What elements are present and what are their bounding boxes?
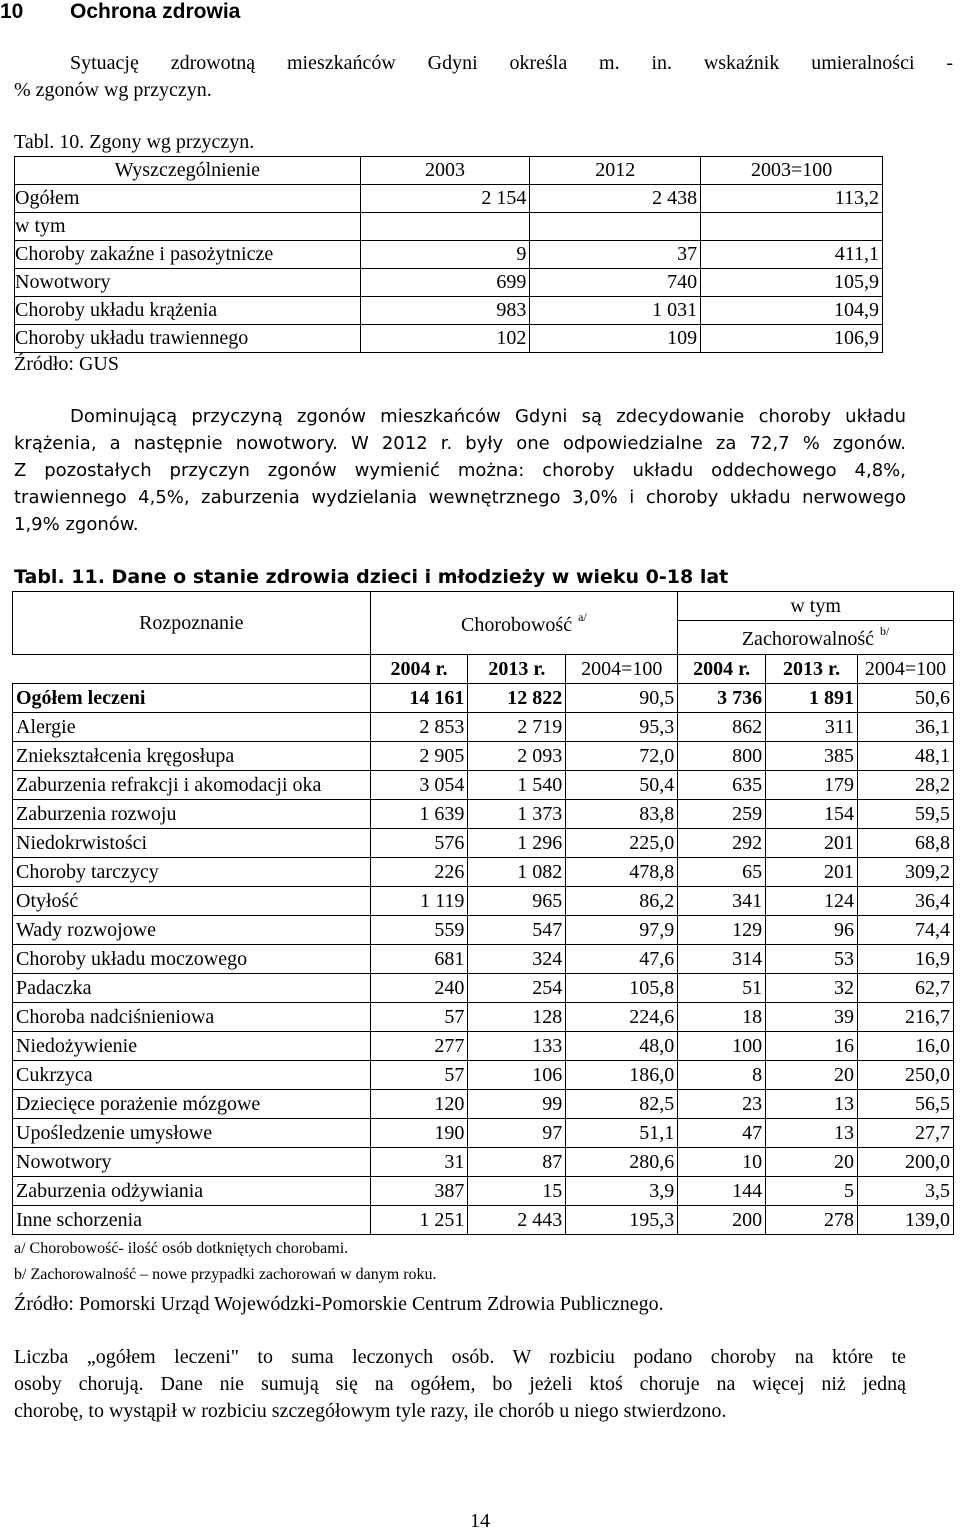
row-label: Otyłość: [13, 887, 371, 916]
table-row: [15, 241, 883, 269]
row-label: Alergie: [13, 713, 371, 742]
para2-line-1: Dominującą przyczyną zgonów mieszkańców Gdyni są zdecydowanie choroby układu: [70, 406, 906, 427]
table-cell: 23: [678, 1090, 766, 1119]
row-label: Choroby układu moczowego: [13, 945, 371, 974]
table-cell: 16,0: [858, 1032, 954, 1061]
table-cell: 96: [766, 916, 858, 945]
table-cell: 635: [678, 771, 766, 800]
table10-caption: Tabl. 10. Zgony wg przyczyn.: [14, 131, 255, 153]
table-cell: 5: [766, 1177, 858, 1206]
para2-line-3: Z pozostałych przyczyn zgonów wymienić można: choroby układu oddechowego 4,8%,: [14, 460, 906, 481]
row-label: Zaburzenia rozwoju: [13, 800, 371, 829]
table-cell: 225,0: [566, 829, 678, 858]
table-cell: Choroby układu krążenia: [15, 297, 361, 325]
table11-subheader-row: [13, 655, 954, 684]
table-row: [13, 1206, 954, 1235]
table-cell: 280,6: [566, 1148, 678, 1177]
table-cell: 179: [766, 771, 858, 800]
table-cell: 57: [370, 1003, 468, 1032]
table-row: [15, 185, 883, 213]
table-row: [13, 858, 954, 887]
table-cell: [13, 655, 371, 684]
table11-source: Źródło: Pomorski Urząd Wojewódzki-Pomorskie Centrum Zdrowia Publicznego.: [14, 1293, 664, 1315]
page-number: 14: [470, 1510, 490, 1532]
table-cell: 32: [766, 974, 858, 1003]
table-cell: 259: [678, 800, 766, 829]
table-cell: 1 031: [530, 297, 701, 325]
table-row: [13, 1003, 954, 1032]
chorobowosc-label: Chorobowość: [460, 613, 573, 636]
intro-line-2: % zgonów wg przyczyn.: [14, 79, 212, 101]
table10: [14, 156, 883, 353]
table11: [12, 591, 954, 1235]
table-cell: 862: [678, 713, 766, 742]
table-cell: 53: [766, 945, 858, 974]
table-row: [13, 1119, 954, 1148]
table-row: [13, 1148, 954, 1177]
row-label: Nowotwory: [13, 1148, 371, 1177]
row-label: Zaburzenia refrakcji i akomodacji oka: [13, 771, 371, 800]
table-cell: 965: [468, 887, 566, 916]
table-cell: 74,4: [858, 916, 954, 945]
table-cell: 124: [766, 887, 858, 916]
footnote-b: b/ Zachorowalność – nowe przypadki zachorowań w danym roku.: [14, 1266, 437, 1283]
table-cell: 50,4: [566, 771, 678, 800]
subheader-cell: 2004 r.: [370, 655, 468, 684]
table-cell: 9: [360, 241, 530, 269]
table-cell: 201: [766, 829, 858, 858]
table-cell: 72,0: [566, 742, 678, 771]
subheader-cell: 2013 r.: [766, 655, 858, 684]
table-cell: 48,0: [566, 1032, 678, 1061]
table-cell: [360, 213, 530, 241]
table-cell: 109: [530, 325, 701, 353]
row-label: Choroba nadciśnieniowa: [13, 1003, 371, 1032]
table-cell: 2 093: [468, 742, 566, 771]
closing-line-3: chorobę, to wystąpił w rozbiciu szczegółowym tyle razy, ile chorób u niego stwierdzono.: [14, 1400, 727, 1422]
table-cell: 278: [766, 1206, 858, 1235]
table-cell: 254: [468, 974, 566, 1003]
table-cell: 341: [678, 887, 766, 916]
table-cell: Ogółem: [15, 185, 361, 213]
table-cell: 37: [530, 241, 701, 269]
table-cell: 3,5: [858, 1177, 954, 1206]
table-cell: 1 639: [370, 800, 468, 829]
table-cell: 13: [766, 1090, 858, 1119]
table-cell: 51: [678, 974, 766, 1003]
table-cell: 15: [468, 1177, 566, 1206]
table-cell: 3 054: [370, 771, 468, 800]
table-cell: 385: [766, 742, 858, 771]
table-cell: 129: [678, 916, 766, 945]
table-cell: 56,5: [858, 1090, 954, 1119]
subheader-cell: 2004 r.: [678, 655, 766, 684]
table-row: [15, 213, 883, 241]
table-cell: 190: [370, 1119, 468, 1148]
table-cell: 62,7: [858, 974, 954, 1003]
table-cell: 31: [370, 1148, 468, 1177]
table-cell: 200: [678, 1206, 766, 1235]
table-cell: 2 154: [360, 185, 530, 213]
table-cell: 12 822: [468, 684, 566, 713]
table-cell: 1 540: [468, 771, 566, 800]
table-cell: 576: [370, 829, 468, 858]
table10-header-cell: 2003: [360, 157, 530, 185]
table-cell: 2 853: [370, 713, 468, 742]
table-cell: 216,7: [858, 1003, 954, 1032]
table10-header-cell: 2003=100: [701, 157, 883, 185]
table-cell: 36,1: [858, 713, 954, 742]
table-cell: 13: [766, 1119, 858, 1148]
table-cell: 226: [370, 858, 468, 887]
row-label: Dziecięce porażenie mózgowe: [13, 1090, 371, 1119]
zachorowalnosc-header: [678, 621, 954, 655]
rozpoznanie-header: Rozpoznanie: [13, 592, 371, 655]
table-row: [13, 1090, 954, 1119]
table-cell: 105,8: [566, 974, 678, 1003]
table-cell: 48,1: [858, 742, 954, 771]
table-cell: 387: [370, 1177, 468, 1206]
table-cell: 68,8: [858, 829, 954, 858]
row-label: Choroby tarczycy: [13, 858, 371, 887]
table-cell: 18: [678, 1003, 766, 1032]
table-cell: 314: [678, 945, 766, 974]
table-cell: Nowotwory: [15, 269, 361, 297]
table-cell: 681: [370, 945, 468, 974]
wtym-header: w tym: [678, 592, 954, 621]
footnote-marker-a: a/: [578, 609, 587, 624]
table-cell: 240: [370, 974, 468, 1003]
closing-line-2: osoby chorują. Dane nie sumują się na ogółem, bo jeżeli ktoś choruje na więcej niż jedną: [14, 1373, 906, 1395]
table-cell: 113,2: [701, 185, 883, 213]
table11-header-row-1: [13, 592, 954, 621]
table-cell: w tym: [15, 213, 361, 241]
para2-line-4: trawiennego 4,5%, zaburzenia wydzielania wewnętrznego 3,0% i choroby układu nerwowego: [14, 487, 906, 508]
table10-source: Źródło: GUS: [14, 353, 119, 375]
table-cell: 90,5: [566, 684, 678, 713]
table-cell: 104,9: [701, 297, 883, 325]
table-cell: 106,9: [701, 325, 883, 353]
table-cell: 27,7: [858, 1119, 954, 1148]
table-cell: 20: [766, 1148, 858, 1177]
table-row: [13, 1032, 954, 1061]
table-cell: 105,9: [701, 269, 883, 297]
table-cell: 16,9: [858, 945, 954, 974]
table-row: [13, 800, 954, 829]
table-cell: 14 161: [370, 684, 468, 713]
table-cell: 311: [766, 713, 858, 742]
table-cell: 8: [678, 1061, 766, 1090]
row-label: Cukrzyca: [13, 1061, 371, 1090]
table-cell: 478,8: [566, 858, 678, 887]
table-row: [13, 1177, 954, 1206]
table-cell: 1 251: [370, 1206, 468, 1235]
section-title: Ochrona zdrowia: [70, 0, 241, 23]
table-cell: 201: [766, 858, 858, 887]
table-row: [13, 713, 954, 742]
table-cell: 250,0: [858, 1061, 954, 1090]
table-cell: 86,2: [566, 887, 678, 916]
table-cell: 3,9: [566, 1177, 678, 1206]
table-row: [15, 269, 883, 297]
table-row: [13, 829, 954, 858]
table-cell: 65: [678, 858, 766, 887]
table-cell: [530, 213, 701, 241]
table-cell: 2 905: [370, 742, 468, 771]
table-cell: 195,3: [566, 1206, 678, 1235]
table-cell: 292: [678, 829, 766, 858]
table-cell: 57: [370, 1061, 468, 1090]
table-cell: 97: [468, 1119, 566, 1148]
table-cell: 51,1: [566, 1119, 678, 1148]
row-label: Upośledzenie umysłowe: [13, 1119, 371, 1148]
footnote-a: a/ Chorobowość- ilość osób dotkniętych chorobami.: [14, 1240, 349, 1257]
subheader-cell: 2004=100: [566, 655, 678, 684]
table10-header-cell: Wyszczególnienie: [15, 157, 361, 185]
chorobowosc-header: [370, 592, 678, 655]
table-cell: 144: [678, 1177, 766, 1206]
closing-line-1: Liczba „ogółem leczeni" to suma leczonych osób. W rozbiciu podano choroby na które te: [14, 1346, 906, 1368]
table-cell: 277: [370, 1032, 468, 1061]
subheader-cell: 2013 r.: [468, 655, 566, 684]
para2-line-2: krążenia, a następnie nowotwory. W 2012 r. były one odpowiedzialne za 72,7 % zgonów.: [14, 433, 906, 454]
table-cell: 59,5: [858, 800, 954, 829]
table-cell: 139,0: [858, 1206, 954, 1235]
table-cell: 800: [678, 742, 766, 771]
table-cell: 1 373: [468, 800, 566, 829]
table-row: [13, 916, 954, 945]
intro-line-1: Sytuację zdrowotną mieszkańców Gdyni określa m. in. wskaźnik umieralności -: [70, 52, 953, 74]
para2-line-5: 1,9% zgonów.: [14, 514, 139, 535]
table-cell: 106: [468, 1061, 566, 1090]
table-cell: 1 082: [468, 858, 566, 887]
row-label: Zaburzenia odżywiania: [13, 1177, 371, 1206]
row-label: Wady rozwojowe: [13, 916, 371, 945]
table-row: [13, 684, 954, 713]
table11-body: [13, 684, 954, 1235]
table-cell: 47,6: [566, 945, 678, 974]
section-heading: [0, 0, 240, 24]
row-label: Niedożywienie: [13, 1032, 371, 1061]
table-row: [13, 771, 954, 800]
table-cell: 154: [766, 800, 858, 829]
table-cell: 559: [370, 916, 468, 945]
table-cell: 10: [678, 1148, 766, 1177]
section-number: 10: [0, 0, 24, 23]
table-row: [15, 297, 883, 325]
table-cell: Choroby zakaźne i pasożytnicze: [15, 241, 361, 269]
table-cell: 99: [468, 1090, 566, 1119]
table-row: [13, 887, 954, 916]
row-label: Padaczka: [13, 974, 371, 1003]
table-cell: 200,0: [858, 1148, 954, 1177]
table-row: [13, 742, 954, 771]
table-cell: 411,1: [701, 241, 883, 269]
table-cell: 97,9: [566, 916, 678, 945]
table-cell: 50,6: [858, 684, 954, 713]
table-cell: 102: [360, 325, 530, 353]
table-cell: 16: [766, 1032, 858, 1061]
table-row: [13, 974, 954, 1003]
table-cell: 983: [360, 297, 530, 325]
table-cell: 120: [370, 1090, 468, 1119]
table-cell: 20: [766, 1061, 858, 1090]
table-cell: 224,6: [566, 1003, 678, 1032]
zachorowalnosc-label: Zachorowalność: [741, 628, 875, 651]
table-cell: 133: [468, 1032, 566, 1061]
table-cell: 39: [766, 1003, 858, 1032]
table-cell: [701, 213, 883, 241]
table-cell: 740: [530, 269, 701, 297]
table-cell: 87: [468, 1148, 566, 1177]
row-label: Niedokrwistości: [13, 829, 371, 858]
footnote-marker-b: b/: [880, 624, 890, 639]
table-cell: 309,2: [858, 858, 954, 887]
table-cell: 47: [678, 1119, 766, 1148]
table10-header-row: [15, 157, 883, 185]
row-label: Inne schorzenia: [13, 1206, 371, 1235]
row-label: Zniekształcenia kręgosłupa: [13, 742, 371, 771]
table-row: [15, 325, 883, 353]
table-cell: 36,4: [858, 887, 954, 916]
table11-caption: Tabl. 11. Dane o stanie zdrowia dzieci i młodzieży w wieku 0-18 lat: [14, 566, 729, 588]
table-cell: 3 736: [678, 684, 766, 713]
table-cell: 82,5: [566, 1090, 678, 1119]
table-cell: 1 296: [468, 829, 566, 858]
table10-header-cell: 2012: [530, 157, 701, 185]
table-cell: 186,0: [566, 1061, 678, 1090]
table-cell: 128: [468, 1003, 566, 1032]
table-cell: 2 438: [530, 185, 701, 213]
table-cell: 699: [360, 269, 530, 297]
table-cell: 100: [678, 1032, 766, 1061]
table-cell: 324: [468, 945, 566, 974]
row-label: Ogółem leczeni: [13, 684, 371, 713]
table-cell: 83,8: [566, 800, 678, 829]
table-cell: 547: [468, 916, 566, 945]
table-cell: Choroby układu trawiennego: [15, 325, 361, 353]
table-cell: 1 891: [766, 684, 858, 713]
table-cell: 2 443: [468, 1206, 566, 1235]
table-row: [13, 1061, 954, 1090]
table-cell: 95,3: [566, 713, 678, 742]
table-cell: 2 719: [468, 713, 566, 742]
table-cell: 1 119: [370, 887, 468, 916]
table-row: [13, 945, 954, 974]
subheader-cell: 2004=100: [858, 655, 954, 684]
table-cell: 28,2: [858, 771, 954, 800]
